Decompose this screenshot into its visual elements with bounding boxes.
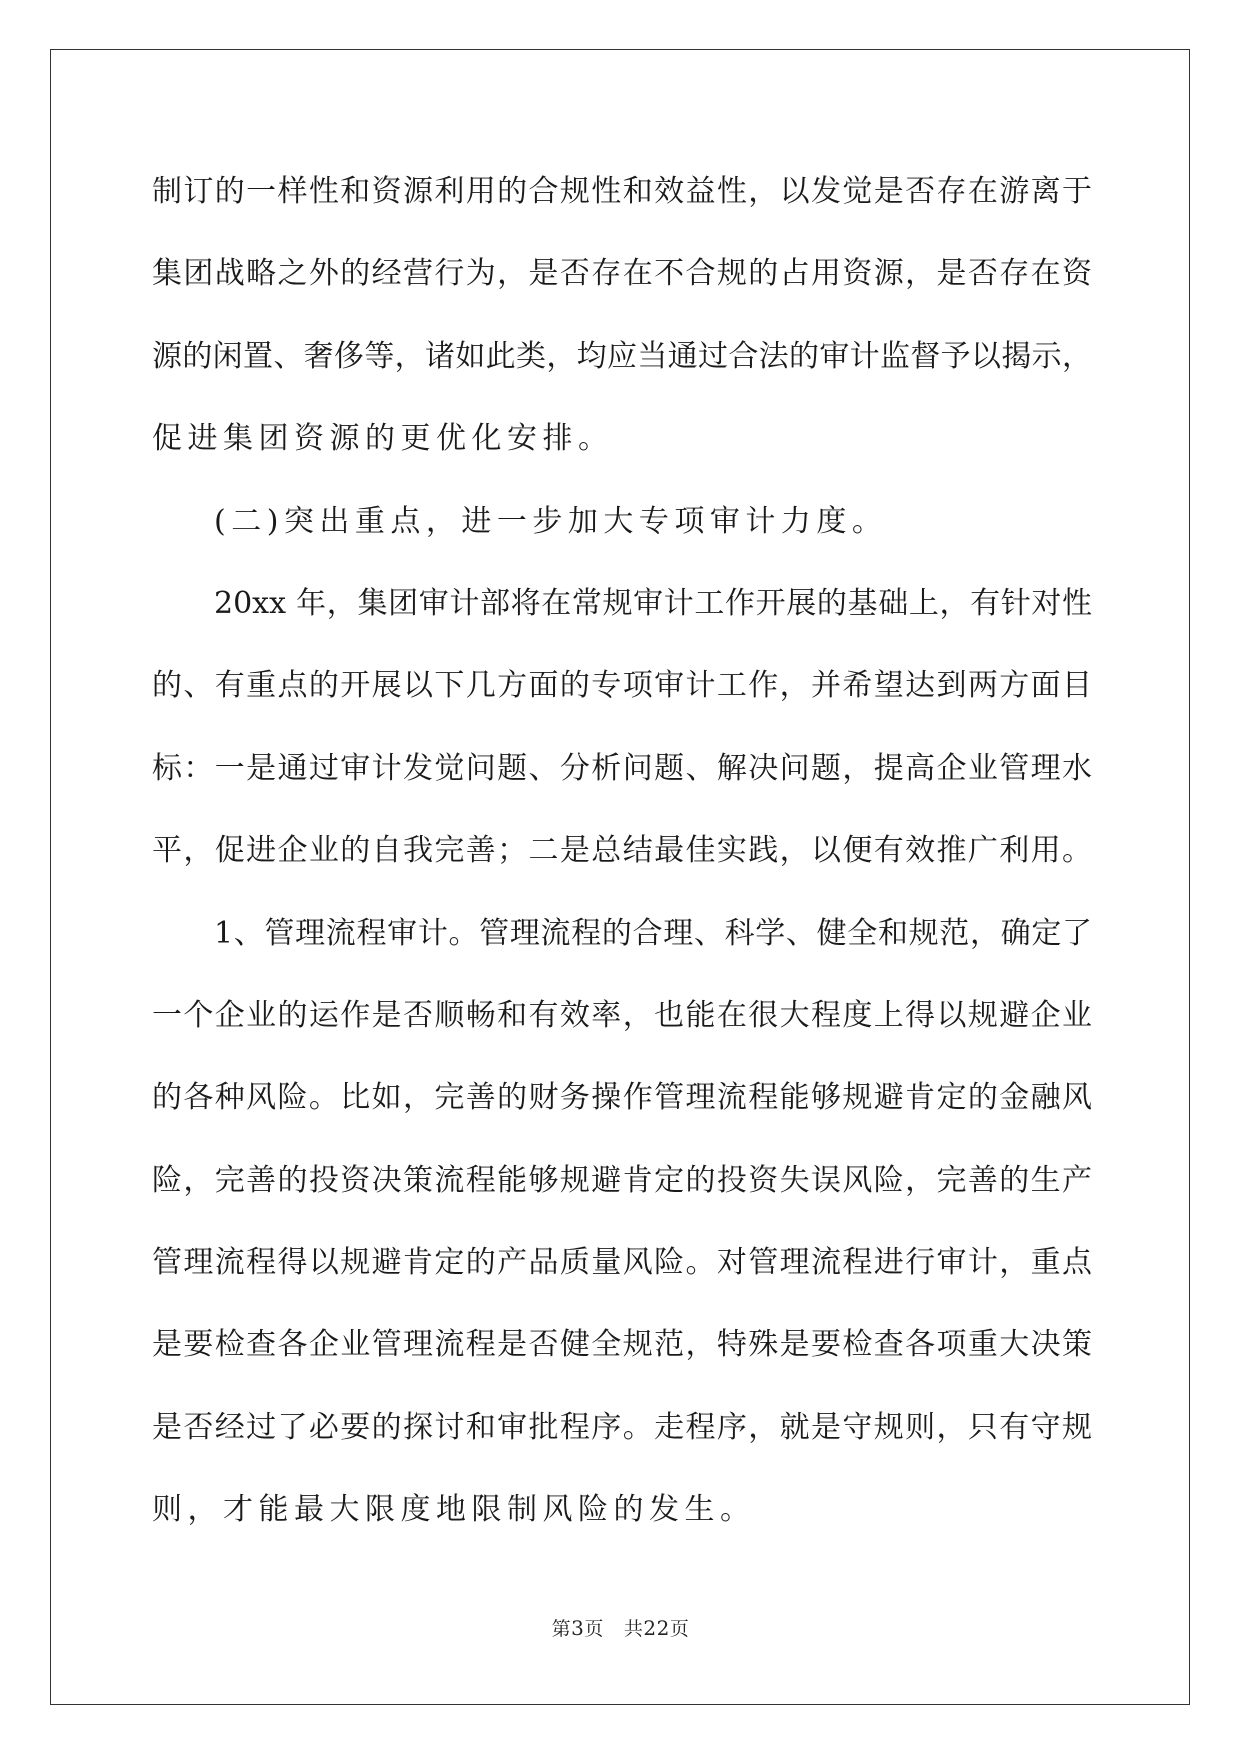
paragraph-line: 的各种风险。比如，完善的财务操作管理流程能够规避肯定的金融风 — [152, 1080, 1092, 1116]
paragraph-line: 标：一是通过审计发觉问题、分析问题、解决问题，提高企业管理水 — [152, 750, 1092, 786]
paragraph-line: 一个企业的运作是否顺畅和有效率，也能在很大程度上得以规避企业 — [152, 997, 1092, 1033]
paragraph-line: 制订的一样性和资源利用的合规性和效益性，以发觉是否存在游离于 — [152, 174, 1092, 209]
document-body — [152, 163, 1092, 1564]
total-pages: 22 — [643, 1616, 670, 1640]
total-unit: 页 — [669, 1618, 690, 1640]
section-heading: (二)突出重点，进一步加大专项审计力度。 — [214, 503, 888, 539]
paragraph-line: 20xx 年，集团审计部将在常规审计工作开展的基础上，有针对性 — [214, 585, 1092, 621]
paragraph-line: 促进集团资源的更优化安排。 — [152, 421, 614, 457]
paragraph-line: 险，完善的投资决策流程能够规避肯定的投资失误风险，完善的生产 — [152, 1162, 1092, 1198]
paragraph-line: 是否经过了必要的探讨和审批程序。走程序，就是守规则，只有守规 — [152, 1409, 1092, 1445]
paragraph-line: 1、管理流程审计。管理流程的合理、科学、健全和规范，确定了 — [214, 915, 1092, 951]
page-prefix: 第 — [551, 1618, 572, 1640]
paragraph-line: 是要检查各企业管理流程是否健全规范，特殊是要检查各项重大决策 — [152, 1327, 1092, 1363]
paragraph-line: 平，促进企业的自我完善；二是总结最佳实践，以便有效推广利用。 — [152, 833, 1092, 869]
paragraph-line: 管理流程得以规避肯定的产品质量风险。对管理流程进行审计，重点 — [152, 1245, 1092, 1281]
page-footer — [0, 1614, 1241, 1641]
paragraph-line: 集团战略之外的经营行为，是否存在不合规的占用资源，是否存在资 — [152, 256, 1092, 292]
paragraph-line: 的、有重点的开展以下几方面的专项审计工作，并希望达到两方面目 — [152, 668, 1092, 704]
page-number: 3 — [571, 1616, 585, 1640]
paragraph-line: 源的闲置、奢侈等，诸如此类，均应当通过合法的审计监督予以揭示， — [152, 338, 1092, 374]
paragraph-line: 则，才能最大限度地限制风险的发生。 — [152, 1492, 756, 1528]
page-unit: 页 — [584, 1618, 604, 1640]
total-prefix: 共 — [623, 1618, 644, 1640]
